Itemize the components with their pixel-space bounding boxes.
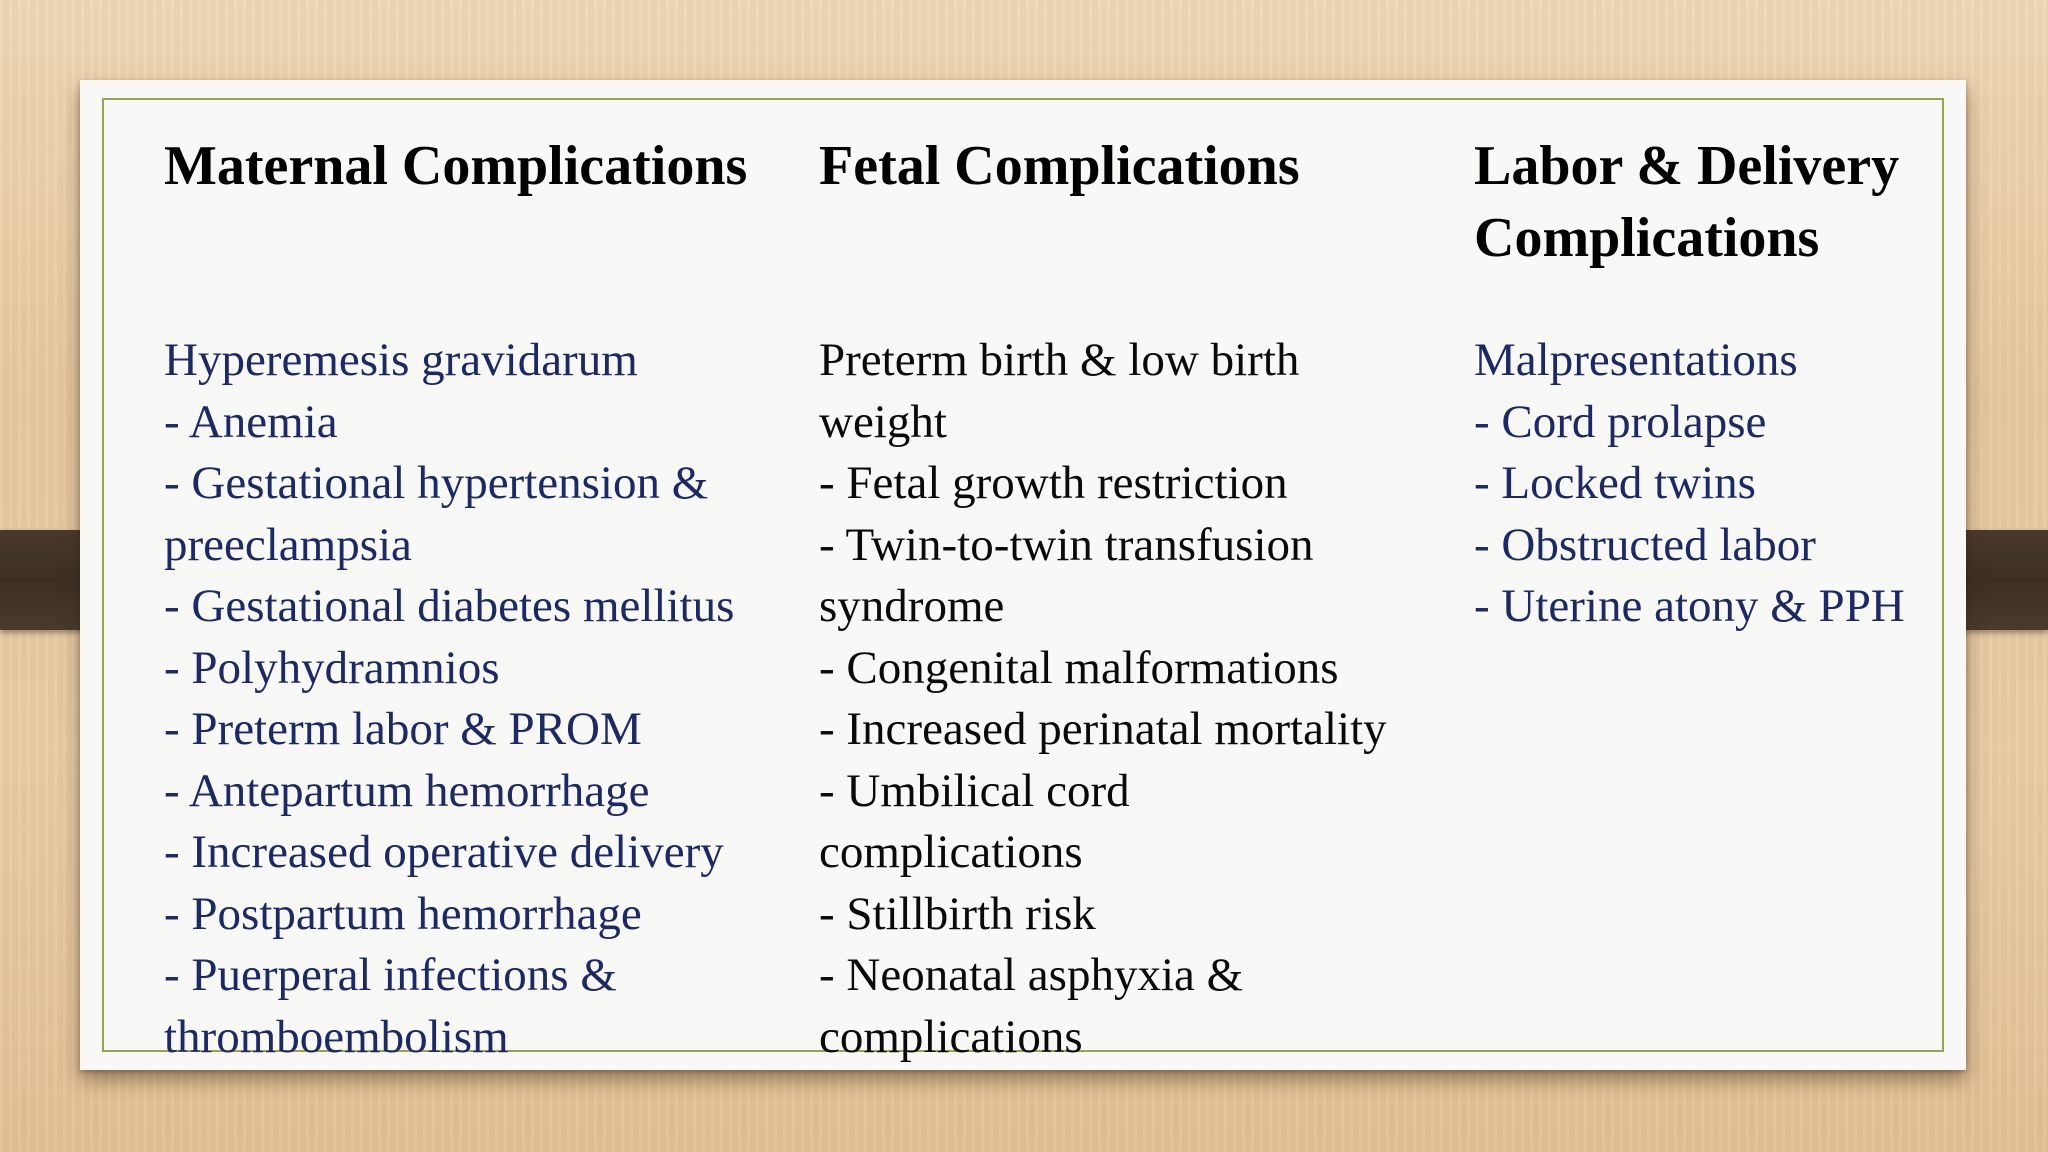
list-item: Malpresentations bbox=[1474, 334, 1798, 386]
labor-delivery-complications-heading bbox=[1474, 130, 1974, 330]
maternal-complications-column bbox=[164, 130, 814, 1068]
list-item: - Antepartum hemorrhage bbox=[164, 764, 650, 817]
list-item: - Uterine atony & PPH bbox=[1474, 580, 1905, 632]
list-item: - Increased operative delivery bbox=[164, 826, 724, 878]
list-item: - Congenital malformations bbox=[819, 641, 1339, 694]
list-item: preeclampsia bbox=[164, 518, 412, 571]
slide-card bbox=[80, 80, 1966, 1070]
list-item: - Neonatal asphyxia & bbox=[819, 949, 1244, 1001]
maternal-complications-heading bbox=[164, 130, 814, 330]
list-item: - Twin-to-twin transfusion bbox=[819, 518, 1314, 571]
list-item: syndrome bbox=[819, 580, 1005, 632]
fetal-complications-list bbox=[819, 330, 1469, 1068]
list-item: - Postpartum hemorrhage bbox=[164, 887, 642, 940]
list-item: - Puerperal infections & bbox=[164, 949, 617, 1001]
list-item: Preterm birth & low birth bbox=[819, 334, 1300, 386]
heading-line: Fetal Complications bbox=[819, 135, 1300, 197]
list-item: complications bbox=[819, 826, 1083, 878]
fetal-complications-column bbox=[819, 130, 1469, 1068]
heading-line: Complications bbox=[1474, 207, 1820, 269]
list-item: - Umbilical cord bbox=[819, 764, 1130, 817]
list-item: - Cord prolapse bbox=[1474, 395, 1767, 448]
list-item: - Locked twins bbox=[1474, 457, 1756, 509]
list-item: - Preterm labor & PROM bbox=[164, 703, 642, 755]
labor-delivery-complications-list bbox=[1474, 330, 1974, 638]
labor-delivery-complications-column bbox=[1474, 130, 1974, 638]
list-item: complications bbox=[819, 1010, 1083, 1063]
list-item: - Gestational hypertension & bbox=[164, 457, 709, 509]
slide-frame bbox=[102, 98, 1944, 1063]
list-item: Hyperemesis gravidarum bbox=[164, 334, 638, 386]
maternal-complications-list bbox=[164, 330, 814, 1068]
list-item: - Stillbirth risk bbox=[819, 887, 1096, 940]
fetal-complications-heading bbox=[819, 130, 1469, 330]
list-item: weight bbox=[819, 395, 947, 448]
list-item: - Fetal growth restriction bbox=[819, 457, 1288, 509]
list-item: - Gestational diabetes mellitus bbox=[164, 580, 735, 632]
list-item: - Polyhydramnios bbox=[164, 641, 500, 694]
heading-line: Maternal Complications bbox=[164, 135, 748, 197]
list-item: - Increased perinatal mortality bbox=[819, 703, 1387, 755]
list-item: - Obstructed labor bbox=[1474, 518, 1816, 571]
list-item: thromboembolism bbox=[164, 1010, 509, 1063]
heading-line: Labor & Delivery bbox=[1474, 135, 1900, 197]
list-item: - Anemia bbox=[164, 395, 338, 448]
